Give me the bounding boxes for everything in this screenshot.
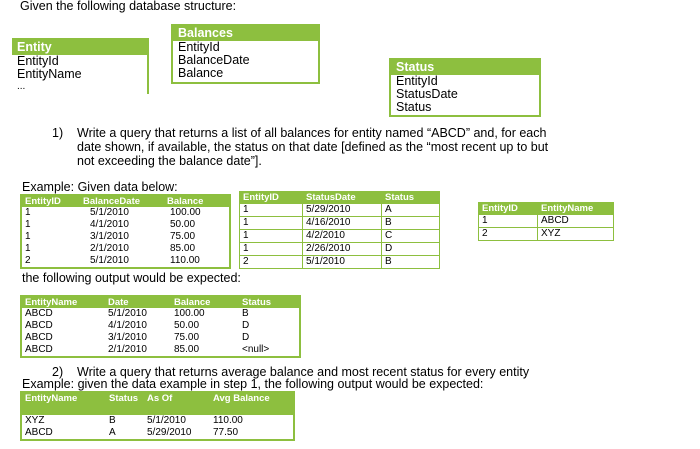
table-cell: XYZ [538,228,614,241]
table-cell: ABCD [25,320,53,331]
balances-field: EntityId [178,40,220,54]
table-row [21,308,300,320]
table-cell: 75.00 [174,332,200,343]
entity-data-table [478,202,614,241]
balances-field: BalanceDate [178,53,250,67]
table-row [240,230,440,243]
question-2-line: Write a query that returns average balance and most recent status for every entity [77,365,530,379]
column-header: EntityID [240,192,303,204]
output-label: the following output would be expected: [22,271,241,285]
table-cell: C [382,230,440,243]
table-cell: 5/1/2010 [147,415,186,426]
table-cell: 4/1/2010 [108,320,147,331]
table-cell: B [382,217,440,230]
table-cell: 2 [240,256,303,269]
column-header: Avg Balance [210,392,294,415]
table-cell: 1 [240,217,303,230]
entity-structure-box [12,38,149,94]
table-row [21,207,230,219]
table-row [21,243,230,255]
column-header: BalanceDate [80,195,164,207]
status-structure-box [389,58,541,117]
entity-box-title: Entity [12,40,147,55]
balances-field: Balance [178,66,224,80]
table-cell: 5/1/2010 [90,255,129,266]
table-cell: A [382,204,440,217]
table-cell: XYZ [25,415,45,426]
table-row [21,255,230,268]
status-field: EntityId [396,74,438,88]
column-header: EntityName [21,392,106,415]
expected-output-table-2 [20,391,295,441]
table-cell: 110.00 [170,255,200,266]
table-cell: 5/29/2010 [147,427,192,438]
column-header: EntityName [538,203,614,215]
table-row [21,332,300,344]
table-cell: 5/1/2010 [108,308,147,319]
table-cell: B [242,308,249,319]
status-data-table [239,191,440,269]
entity-field: EntityId [17,54,59,68]
question-1-line: not exceeding the balance date”]. [77,154,262,168]
table-cell: 4/16/2010 [303,217,382,230]
status-box-title: Status [391,60,539,75]
table-cell: 75.00 [170,231,196,242]
question-2-number: 2) [52,365,64,379]
table-cell: 5/29/2010 [303,204,382,217]
table-cell: 1 [25,243,31,254]
table-row [240,243,440,256]
table-cell: D [242,320,250,331]
table-row [21,415,294,427]
table-row [21,344,300,357]
table-row [479,215,614,228]
column-header: StatusDate [303,192,382,204]
table-cell: 1 [25,231,31,242]
table-row [240,217,440,230]
table-row [240,256,440,269]
intro-text: Given the following database structure: [20,0,237,13]
table-cell: 50.00 [170,219,196,230]
table-cell: 3/1/2010 [108,332,147,343]
table-cell: ABCD [25,332,53,343]
table-cell: 2/1/2010 [108,344,147,355]
table-cell: B [109,415,116,426]
column-header: Status [382,192,440,204]
table-cell: 1 [25,219,31,230]
balances-data-table [20,194,231,269]
table-cell: 2/1/2010 [90,243,129,254]
column-header: EntityName [21,296,105,308]
balances-structure-box [171,24,320,84]
table-cell: 2 [25,255,31,266]
table-cell: 1 [240,243,303,256]
table-row [21,427,294,440]
table-cell: ABCD [25,427,53,438]
column-header: EntityID [479,203,538,215]
column-header: As Of [144,392,210,415]
column-header: Balance [171,296,239,308]
column-header: EntityID [21,195,80,207]
column-header: Balance [164,195,230,207]
table-cell: 3/1/2010 [90,231,129,242]
status-field: StatusDate [396,87,458,101]
table-cell: D [242,332,250,343]
table-cell: 1 [240,230,303,243]
table-row [21,219,230,231]
table-row [479,228,614,241]
question-1-number: 1) [52,126,64,140]
question-1-line: date shown, if available, the status on that date [defined as the “most recent up to but [77,140,549,154]
table-cell: 85.00 [170,243,196,254]
table-cell: 5/1/2010 [303,256,382,269]
table-cell: 85.00 [174,344,200,355]
table-cell: 2/26/2010 [303,243,382,256]
column-header: Date [105,296,171,308]
table-cell: 100.00 [174,308,205,319]
table-cell: ABCD [538,215,614,228]
status-field: Status [396,100,432,114]
table-cell: 2 [479,228,538,241]
table-cell: <null> [242,344,270,355]
table-cell: 1 [25,207,31,218]
entity-field: ... [17,81,26,92]
example-label: Example: Given data below: [22,180,178,194]
table-cell: ABCD [25,344,53,355]
expected-output-table-1 [20,295,301,358]
table-cell: D [382,243,440,256]
table-row [240,204,440,217]
table-cell: 1 [479,215,538,228]
table-cell: 1 [240,204,303,217]
table-cell: A [109,427,116,438]
balances-box-title: Balances [173,26,318,41]
question-2-example: Example: given the data example in step 1, the following output would be expected: [22,377,484,391]
table-cell: 4/2/2010 [303,230,382,243]
table-cell: 5/1/2010 [90,207,129,218]
table-cell: 50.00 [174,320,200,331]
entity-field: EntityName [17,67,82,81]
table-cell: 77.50 [213,427,239,438]
column-header: Status [239,296,300,308]
table-cell: 110.00 [213,415,243,426]
table-cell: 100.00 [170,207,201,218]
question-1-line: Write a query that returns a list of all balances for entity named “ABCD” and, for each [77,126,547,140]
table-cell: 4/1/2010 [90,219,129,230]
table-cell: B [382,256,440,269]
table-row [21,231,230,243]
table-row [21,320,300,332]
table-cell: ABCD [25,308,53,319]
column-header: Status [106,392,144,415]
